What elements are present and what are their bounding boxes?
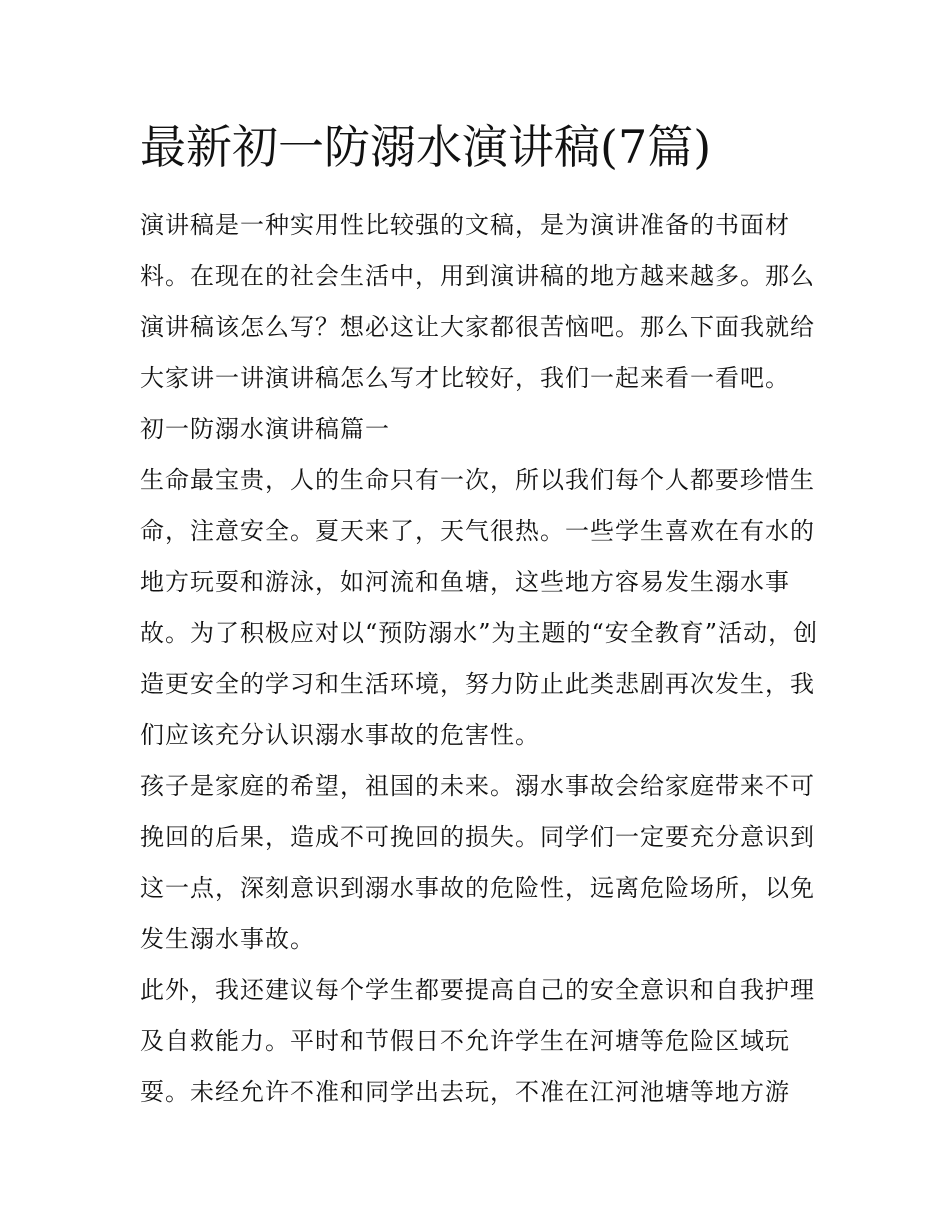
text-line: 耍。未经允许不准和同学出去玩，不准在江河池塘等地方游 <box>140 1078 790 1106</box>
text-line: 造更安全的学习和生活环境，努力防止此类悲剧再次发生，我 <box>140 670 815 698</box>
text-line: 故。为了积极应对以“预防溺水”为主题的“安全教育”活动，创 <box>140 619 819 647</box>
text-line: 料。在现在的社会生活中，用到演讲稿的地方越来越多。那么 <box>140 262 815 290</box>
text-line: 挽回的后果，造成不可挽回的损失。同学们一定要充分意识到 <box>140 823 815 851</box>
text-line: 地方玩耍和游泳，如河流和鱼塘，这些地方容易发生溺水事 <box>140 568 790 596</box>
text-line: 命，注意安全。夏天来了，天气很热。一些学生喜欢在有水的 <box>140 517 815 545</box>
document-body <box>140 200 820 1118</box>
text-line: 演讲稿该怎么写？想必这让大家都很苦恼吧。那么下面我就给 <box>140 313 815 341</box>
text-line: 及自救能力。平时和节假日不允许学生在河塘等危险区域玩 <box>140 1027 790 1055</box>
section-heading: 初一防溺水演讲稿篇一 <box>140 415 390 443</box>
text-line: 孩子是家庭的希望，祖国的未来。溺水事故会给家庭带来不可 <box>140 772 815 800</box>
text-line: 大家讲一讲演讲稿怎么写才比较好，我们一起来看一看吧。 <box>140 364 790 392</box>
text-line: 此外，我还建议每个学生都要提高自己的安全意识和自我护理 <box>140 976 815 1004</box>
text-line: 这一点，深刻意识到溺水事故的危险性，远离危险场所，以免 <box>140 874 815 902</box>
text-line: 演讲稿是一种实用性比较强的文稿，是为演讲准备的书面材 <box>140 211 790 239</box>
text-line: 们应该充分认识溺水事故的危害性。 <box>140 721 540 749</box>
text-line: 发生溺水事故。 <box>140 925 315 953</box>
document-title: 最新初一防溺水演讲稿(7篇) <box>140 120 712 174</box>
text-line: 生命最宝贵，人的生命只有一次，所以我们每个人都要珍惜生 <box>140 466 815 494</box>
